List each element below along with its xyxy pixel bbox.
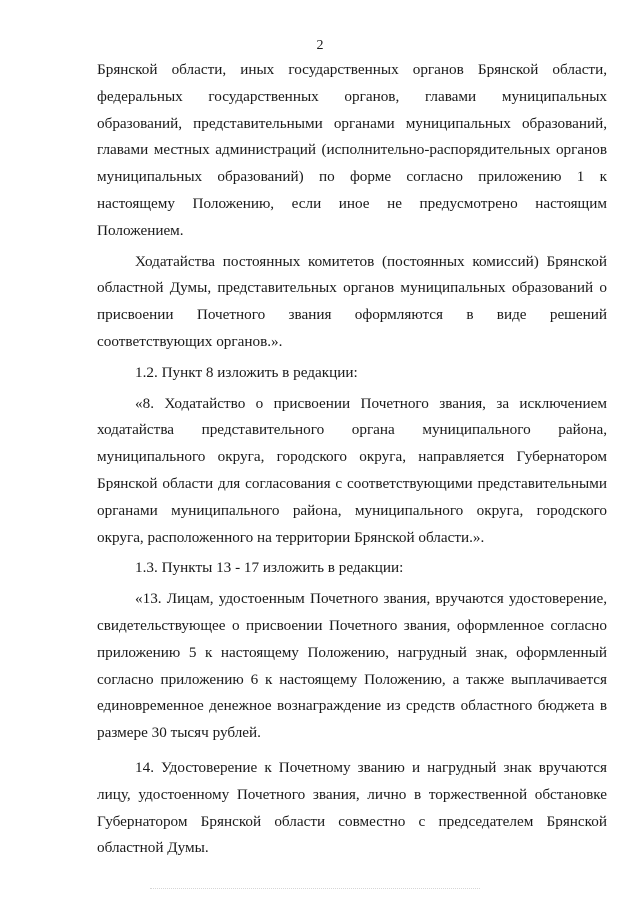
scan-artifact — [150, 886, 480, 889]
document-body — [97, 57, 607, 862]
paragraph-item-1-2: 1.2. Пункт 8 изложить в редакции: — [135, 363, 358, 381]
paragraph-petitions: Ходатайства постоянных комитетов (постоянных комиссий) Брянской областной Думы, представительных органов муниципальных образований о присвоении Почетного звания оформляются в виде решений соответствующих органов.». — [97, 252, 607, 350]
paragraph-continuation: Брянской области, иных государственных органов Брянской области, федеральных государственных органов, главами муниципальных образований, представительными органами муниципальных образований, главами местных администраций (исполнительно-распорядительных органов муниципальных образований) по форме согласно приложению 1 к настоящему Положению, если иное не предусмотрено настоящим Положением. — [97, 61, 607, 239]
paragraph-point-13: «13. Лицам, удостоенным Почетного звания, вручаются удостоверение, свидетельствующее о присвоении Почетного звания, оформленное согласно приложению 5 к настоящему Положению, нагрудный знак, оформленный согласно приложению 6 к настоящему Положению, а также выплачивается единовременное денежное вознаграждение из средств областного бюджета в размере 30 тысяч рублей. — [97, 590, 607, 742]
paragraph-point-8: «8. Ходатайство о присвоении Почетного звания, за исключением ходатайства представительного органа муниципального района, муниципального округа, городского округа, направляется Губернатором Брянской области для согласования с соответствующими представительными органами муниципального района, муниципального округа, городского округа, расположенного на территории Брянской области.». — [97, 394, 607, 546]
paragraph-item-1-3: 1.3. Пункты 13 - 17 изложить в редакции: — [135, 559, 404, 577]
page-number: 2 — [316, 38, 324, 53]
paragraph-point-14: 14. Удостоверение к Почетному званию и нагрудный знак вручаются лицу, удостоенному Почетного звания, лично в торжественной обстановке Губернатором Брянской области совместно с председателем Брянской областной Думы. — [97, 758, 607, 857]
